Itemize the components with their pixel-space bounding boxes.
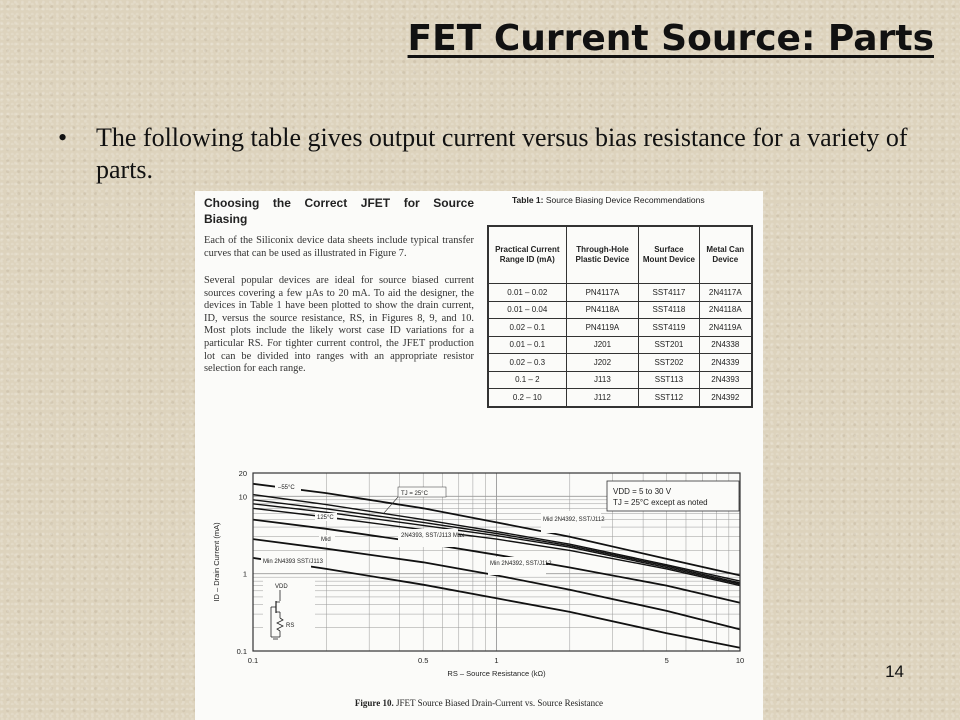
annotation-mid-2n4392: Mid 2N4392, SST/J112 [543,517,605,523]
doc-paragraph-1: Each of the Siliconix device data sheets include typical transfer curves that can be used as illustrated in Figure 7. [204,235,474,259]
x-tick-label: 0.1 [247,656,259,665]
table-cell: 0.02 – 0.3 [488,354,566,372]
datasheet-image [195,191,763,720]
bullet-text: The following table gives output current versus bias resistance for a variety of parts. [96,123,908,184]
bias-table [487,225,753,408]
table-cell: J201 [566,336,639,354]
x-tick-label: 0.5 [417,656,429,665]
circuit-vdd-label: VDD [275,584,288,590]
bias-circuit-inset [263,579,315,641]
table-cell: 2N4117A [699,284,752,302]
slide-title: FET Current Source: Parts [407,18,934,59]
y-tick-label: 1 [242,569,247,579]
table-cell: SST112 [639,389,699,407]
page-number: 14 [885,662,904,681]
table-cell: 0.2 – 10 [488,389,566,407]
bullet-symbol: • [58,123,68,152]
table-row [488,284,752,302]
annotation-tj: TJ = 25°C [401,491,428,497]
table-cell: J112 [566,389,639,407]
table-cell: 2N4392 [699,389,752,407]
table-cell: 2N4338 [699,336,752,354]
x-axis-label: RS – Source Resistance (kΩ) [447,669,546,678]
table-cell: PN4117A [566,284,639,302]
table-caption-text: Source Biasing Device Recommendations [545,195,705,205]
y-tick-label: 0.1 [236,647,247,656]
table-cell: SST4119 [639,319,699,337]
table-cell: PN4119A [566,319,639,337]
table-cell: J113 [566,371,639,389]
y-tick-label: 10 [238,492,247,502]
figure-caption-label: Figure 10. [354,698,394,708]
table-header-metal-can: Metal Can Device [699,226,752,284]
y-axis-label: ID – Drain Current (mA) [212,522,221,602]
table-cell: 2N4118A [699,301,752,319]
figure-caption-text: JFET Source Biased Drain-Current vs. Source Resistance [396,698,604,708]
table-cell: SST113 [639,371,699,389]
table-cell: PN4118A [566,301,639,319]
y-tick-label: 20 [238,469,247,478]
annotation-125c: 125°C [317,515,334,521]
table-cell: 0.01 – 0.04 [488,301,566,319]
table-cell: 2N4119A [699,319,752,337]
table-cell: 0.01 – 0.1 [488,336,566,354]
table-cell: SST201 [639,336,699,354]
x-tick-label: 1 [494,656,499,665]
annotation-minus55: –55°C [278,485,295,491]
table-cell: SST4117 [639,284,699,302]
legend-box [607,481,739,511]
x-tick-label: 10 [735,656,745,665]
table-cell: SST202 [639,354,699,372]
table-header-row [488,226,752,284]
table-cell: 0.02 – 0.1 [488,319,566,337]
figure-caption [195,698,763,708]
annotation-min-2n4392: Min 2N4392, SST/J112 [490,561,552,567]
table-cell: 2N4393 [699,371,752,389]
table-cell: 0.01 – 0.02 [488,284,566,302]
table-row [488,389,752,407]
x-tick-label: 5 [664,656,669,665]
annotation-min-2n4393: Min 2N4393 SST/J113 [263,559,323,565]
bullet-item [58,122,908,186]
doc-heading [204,195,474,227]
table-row [488,319,752,337]
table-header-through-hole: Through-Hole Plastic Device [566,226,639,284]
annotation-mid-a: Mid [321,537,331,543]
table-caption [512,195,705,205]
table-header-surface-mount: Surface Mount Device [639,226,699,284]
table-cell: SST4118 [639,301,699,319]
annotation-2n4393-max: 2N4393, SST/J113 Max [401,533,465,539]
legend-line-1: VDD = 5 to 30 V [613,487,672,496]
table-row [488,354,752,372]
table-row [488,371,752,389]
circuit-rs-label: RS [286,623,295,629]
legend-line-2: TJ = 25°C except as noted [613,498,708,507]
table-row [488,301,752,319]
table-row [488,336,752,354]
table-header-range: Practical Current Range ID (mA) [488,226,566,284]
table-cell: 0.1 – 2 [488,371,566,389]
doc-paragraph-2: Several popular devices are ideal for source biased current sources covering a few µAs to 20 mA. To aid the designer, the devices in Table 1 have been plotted to show the drain current, ID, versus the source resistance, RS, in Figures 8, 9, and 10. Most plots include the likely worst case ID variations for a particular RS. For tighter current control, the JFET production lot can be divided into ranges with an appropriate resistor selection for each range. [204,275,474,375]
table-caption-label: Table 1: [512,195,544,205]
doc-heading-line-1: Choosing the Correct JFET for Source [204,196,474,210]
annotation-pointer [384,497,398,513]
table-cell: 2N4339 [699,354,752,372]
doc-heading-line-2: Biasing [204,212,248,226]
table-cell: J202 [566,354,639,372]
drain-current-chart [195,461,763,697]
